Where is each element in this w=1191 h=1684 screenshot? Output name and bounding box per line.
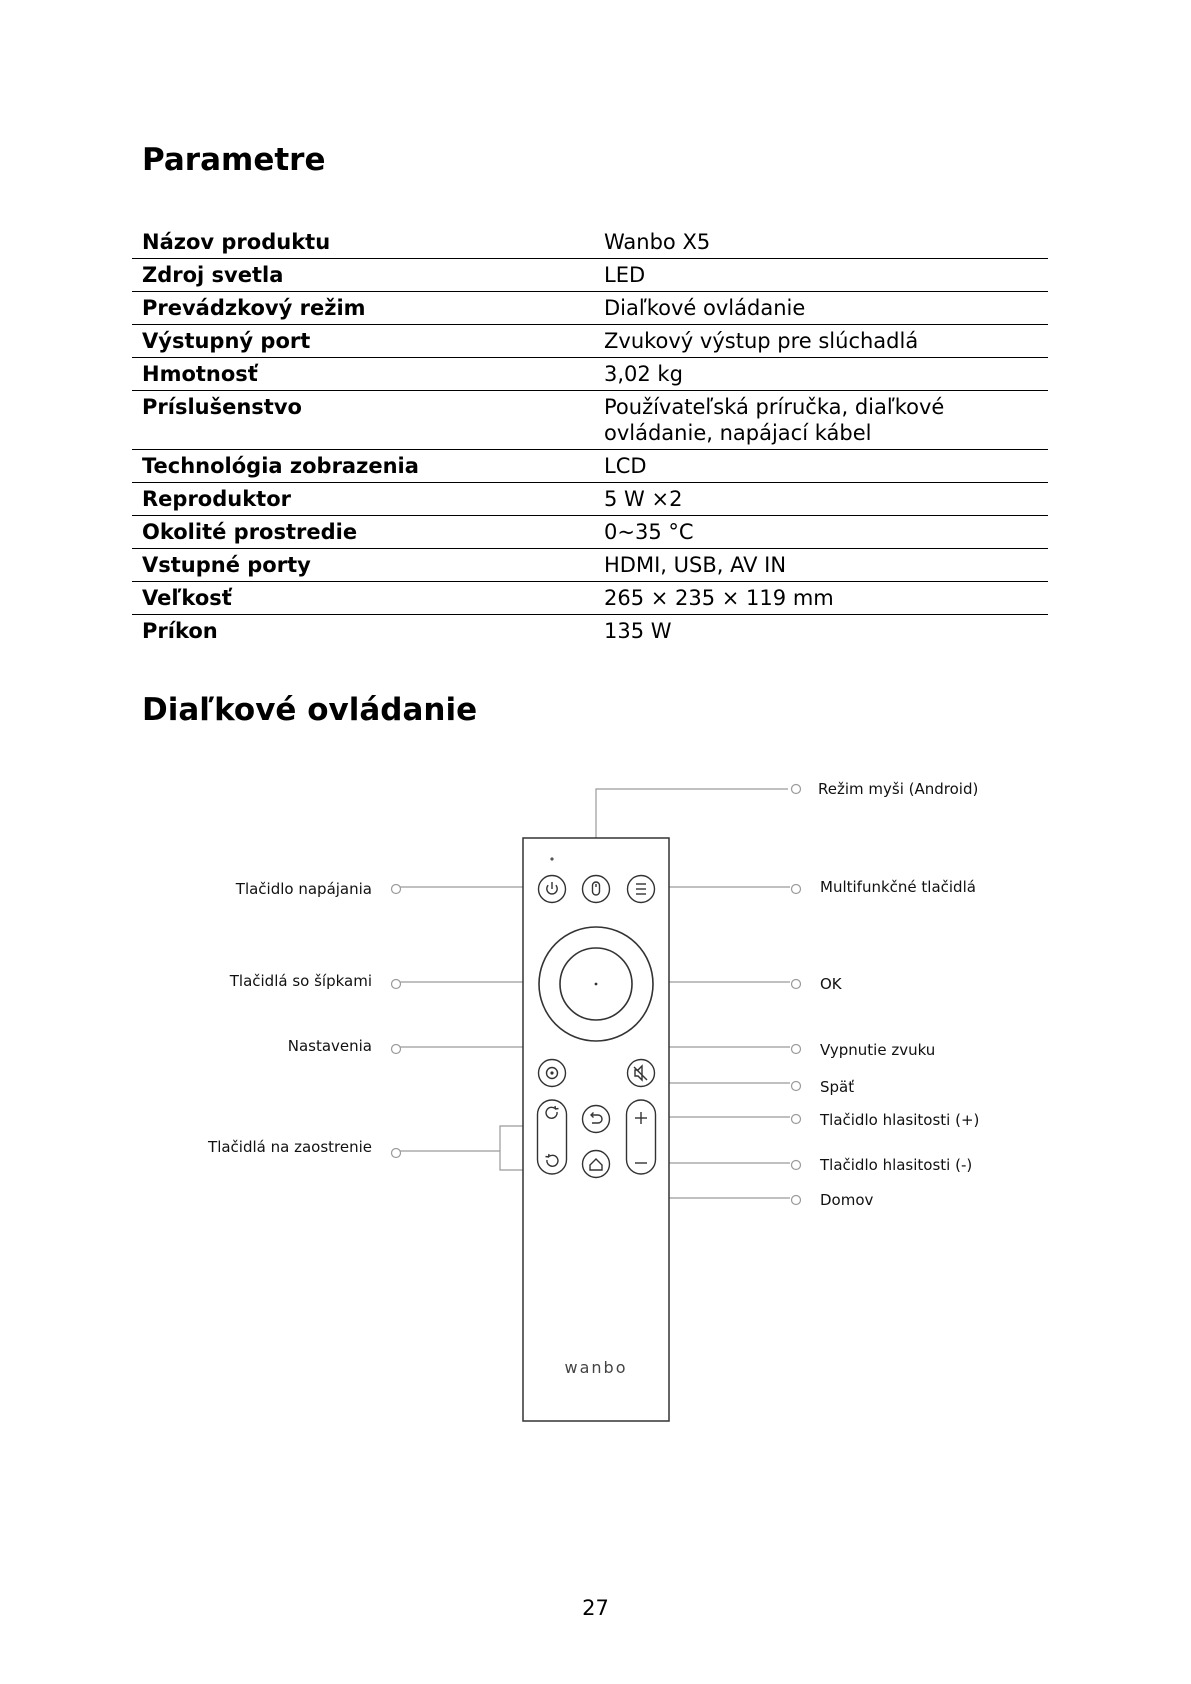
spec-value: LED bbox=[590, 259, 1048, 292]
spec-key: Vstupné porty bbox=[132, 549, 590, 582]
spec-value: 265 × 235 × 119 mm bbox=[590, 582, 1048, 615]
spec-row bbox=[132, 450, 1048, 483]
remote-heading: Diaľkové ovládanie bbox=[142, 692, 478, 728]
label-mouse-mode: Režim myši (Android) bbox=[818, 780, 979, 798]
spec-table bbox=[132, 226, 1048, 647]
label-focus: Tlačidlá na zaostrenie bbox=[208, 1138, 372, 1156]
label-mute: Vypnutie zvuku bbox=[820, 1041, 936, 1059]
spec-key: Príslušenstvo bbox=[132, 391, 590, 450]
spec-value: Používateľská príručka, diaľkové ovládanie, napájací kábel bbox=[590, 391, 1048, 450]
label-dot bbox=[792, 980, 801, 989]
label-dot bbox=[392, 1149, 401, 1158]
remote-diagram bbox=[0, 770, 1191, 1440]
spec-key: Veľkosť bbox=[132, 582, 590, 615]
label-multifunction: Multifunkčné tlačidlá bbox=[820, 878, 976, 896]
spec-key: Prevádzkový režim bbox=[132, 292, 590, 325]
spec-row bbox=[132, 516, 1048, 549]
spec-row bbox=[132, 615, 1048, 648]
spec-row bbox=[132, 226, 1048, 259]
spec-key: Hmotnosť bbox=[132, 358, 590, 391]
label-dot bbox=[792, 1045, 801, 1054]
label-dot bbox=[392, 1045, 401, 1054]
label-dot bbox=[792, 785, 801, 794]
spec-value: Wanbo X5 bbox=[604, 230, 711, 254]
spec-value: HDMI, USB, AV IN bbox=[590, 549, 1048, 582]
label-dot bbox=[392, 885, 401, 894]
spec-value: LCD bbox=[590, 450, 1048, 483]
brand-logo: wanbo bbox=[564, 1358, 628, 1377]
label-dot bbox=[792, 1115, 801, 1124]
label-vol-up: Tlačidlo hlasitosti (+) bbox=[820, 1111, 980, 1129]
spec-row bbox=[132, 358, 1048, 391]
spec-key: Príkon bbox=[132, 615, 590, 648]
spec-row bbox=[132, 582, 1048, 615]
spec-key: Zdroj svetla bbox=[132, 259, 590, 292]
parameters-heading: Parametre bbox=[142, 142, 326, 178]
label-power: Tlačidlo napájania bbox=[235, 880, 372, 898]
spec-row bbox=[132, 549, 1048, 582]
spec-row bbox=[132, 391, 1048, 450]
page-number: 27 bbox=[582, 1596, 609, 1620]
label-settings: Nastavenia bbox=[287, 1037, 372, 1055]
spec-key: Výstupný port bbox=[132, 325, 590, 358]
remote-body bbox=[523, 838, 669, 1421]
label-dot bbox=[792, 1196, 801, 1205]
spec-key: Reproduktor bbox=[132, 483, 590, 516]
spec-row bbox=[132, 259, 1048, 292]
label-vol-down: Tlačidlo hlasitosti (-) bbox=[820, 1156, 973, 1174]
label-dot bbox=[792, 885, 801, 894]
spec-row bbox=[132, 483, 1048, 516]
spec-value: 135 W bbox=[590, 615, 1048, 648]
spec-key: Technológia zobrazenia bbox=[132, 450, 590, 483]
spec-value: Zvukový výstup pre slúchadlá bbox=[590, 325, 1048, 358]
spec-row bbox=[132, 292, 1048, 325]
label-arrows: Tlačidlá so šípkami bbox=[229, 972, 372, 990]
spec-key: Okolité prostredie bbox=[132, 516, 590, 549]
label-dot bbox=[792, 1082, 801, 1091]
spec-value: 0~35 °C bbox=[590, 516, 1048, 549]
label-dot bbox=[392, 980, 401, 989]
spec-value: 5 W ×2 bbox=[590, 483, 1048, 516]
spec-value: 3,02 kg bbox=[590, 358, 1048, 391]
label-dot bbox=[792, 1161, 801, 1170]
label-ok: OK bbox=[820, 975, 842, 993]
spec-key: Názov produktu bbox=[142, 230, 331, 254]
label-home: Domov bbox=[820, 1191, 874, 1209]
spec-row bbox=[132, 325, 1048, 358]
spec-value: Diaľkové ovládanie bbox=[590, 292, 1048, 325]
indicator-led bbox=[550, 857, 553, 860]
label-back: Späť bbox=[820, 1078, 855, 1096]
